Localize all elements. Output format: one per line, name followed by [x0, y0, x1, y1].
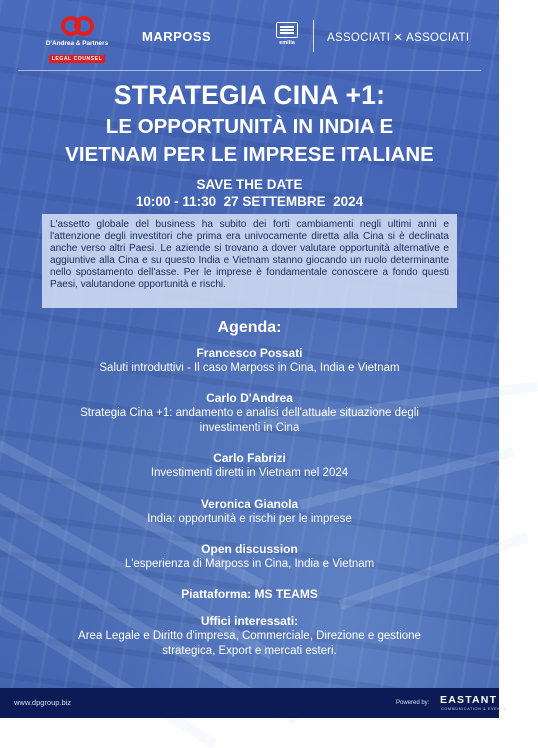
agenda-item [0, 346, 499, 376]
emilia-logo-text: emilia [279, 40, 295, 46]
eastant-logo: EASTANT [440, 694, 498, 706]
save-the-date: SAVE THE DATE [196, 177, 303, 192]
logo-bar [0, 0, 499, 72]
platform-info [0, 587, 499, 602]
header-divider [18, 70, 481, 71]
platform-label: Piattaforma: MS TEAMS [181, 587, 318, 601]
speaker-topic-line-2: investimenti in Cina [199, 422, 300, 434]
associati-right: ASSOCIATI [406, 32, 470, 44]
agenda-item [0, 451, 499, 481]
speaker-name: Carlo Fabrizi [213, 451, 286, 465]
title-line-2: LE OPPORTUNITÀ IN INDIA E [105, 115, 394, 138]
dp-logo-icon [57, 14, 97, 38]
speaker-topic-line-1: Strategia Cina +1: andamento e analisi dell'attuale situazione degli [80, 407, 419, 419]
speaker-name: Carlo D'Andrea [206, 391, 293, 405]
speaker-name: Veronica Gianola [200, 497, 299, 511]
offices-line-1: Area Legale e Diritto d'impresa, Commerciale, Direzione e gestione [78, 630, 421, 642]
marposs-logo: MARPOSS [142, 29, 212, 44]
dp-logo-name: D'Andrea & Partners [45, 40, 109, 47]
agenda-title: Agenda: [217, 319, 282, 336]
title-line-3: VIETNAM PER LE IMPRESE ITALIANE [65, 143, 434, 166]
eastant-tagline: COMMUNICATION & EVENTS [441, 707, 507, 711]
title-line-1: STRATEGIA CINA +1: [113, 80, 386, 110]
speaker-topic: Investimenti diretti in Vietnam nel 2024 [150, 467, 349, 479]
speaker-name: Open discussion [201, 542, 298, 556]
speaker-name: Francesco Possati [196, 346, 303, 360]
agenda-item [0, 497, 499, 527]
logo-divider [313, 20, 314, 52]
speaker-topic: Saluti introduttivi - Il caso Marposs in Cina, India e Vietnam [99, 362, 400, 374]
building-icon [276, 22, 298, 38]
intro-box [42, 214, 457, 308]
powered-by-label: Powered by: [396, 700, 430, 706]
dandrea-partners-logo [44, 14, 110, 65]
intro-text: L'assetto globale del business ha subito dei forti cambiamenti negli ultimi anni e l'attenzione degli investitori che prima era univocamente diretta alla Cina si è declinata anche verso altri Paesi. Le aziende si trovano a dover valutare opportunità alternative e aggiuntive alla Cina e su questo India e Vietnam stanno giocando un ruolo determinante nello spostamento dell'asse. Per le imprese è fondamentale conoscere a fondo questi Paesi, valutandone opportunità e rischi. [50, 219, 449, 291]
speaker-topic: L'esperienza di Marposs in Cina, India e Vietnam [124, 558, 375, 570]
agenda-item [0, 542, 499, 572]
offices-info [0, 614, 499, 659]
emilia-logo [272, 22, 302, 46]
offices-line-2: strategica, Export e mercati esteri. [162, 645, 337, 657]
website-link[interactable]: www.dpgroup.biz [14, 698, 72, 707]
event-datetime: 10:00 - 11:30 27 SETTEMBRE 2024 [135, 194, 364, 209]
footer [0, 688, 507, 718]
associati-logo [327, 30, 469, 44]
associati-left: ASSOCIATI [327, 32, 391, 44]
dp-logo-tagline: LEGAL COUNSEL [49, 55, 106, 63]
speaker-topic: India: opportunità e rischi per le imprese [147, 513, 352, 525]
cross-icon: ✕ [393, 32, 404, 44]
offices-title: Uffici interessati: [200, 614, 299, 628]
agenda-item [0, 391, 499, 436]
